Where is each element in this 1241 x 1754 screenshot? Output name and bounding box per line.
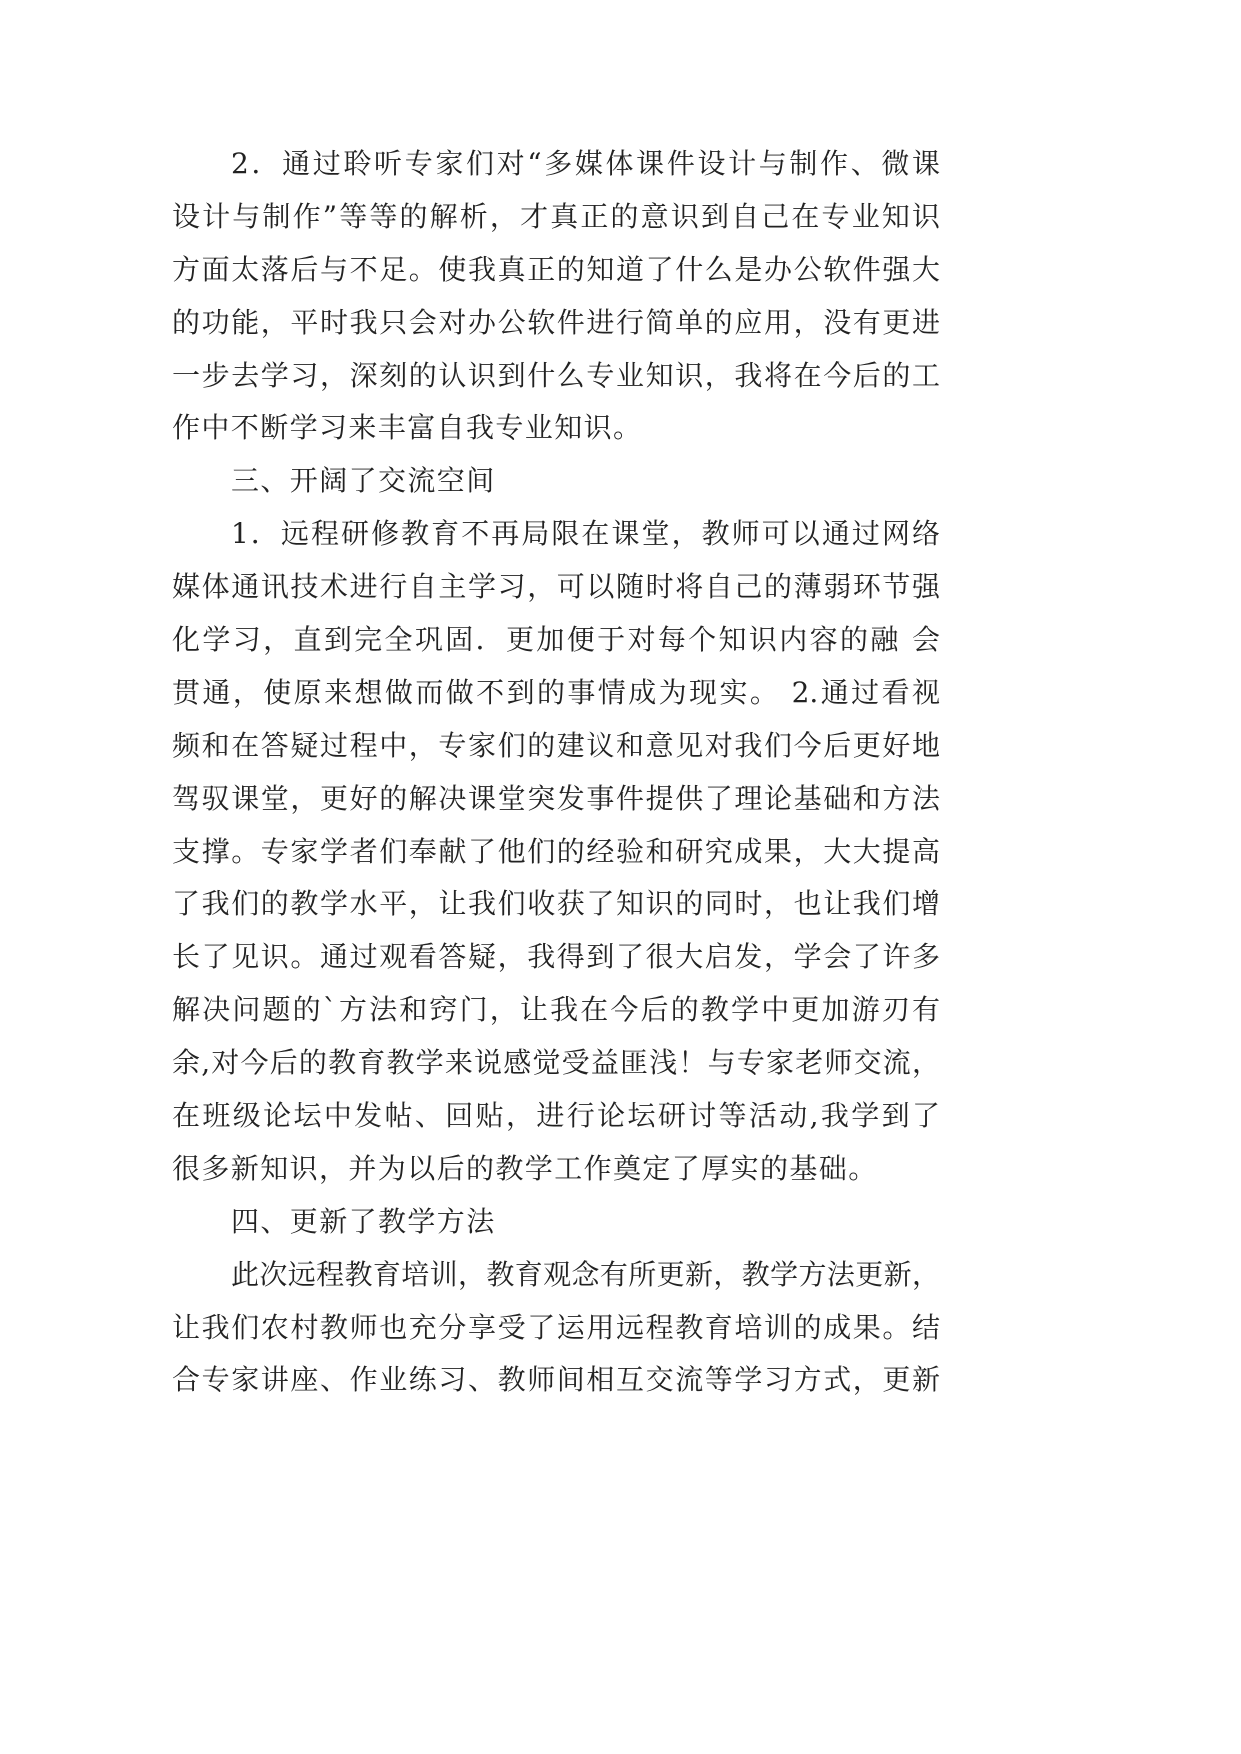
paragraph-line: 此次远程教育培训，教育观念有所更新，教学方法更新， — [231, 1257, 940, 1291]
paragraph-line: 1．远程研修教育不再局限在课堂，教师可以通过网络 — [231, 517, 940, 551]
paragraph-line: 2．通过聆听专家们对“多媒体课件设计与制作、微课 — [231, 147, 940, 180]
paragraph-line: 在班级论坛中发帖、回贴，进行论坛研讨等活动,我学到了 — [172, 1099, 940, 1133]
document-body — [172, 138, 940, 1407]
paragraph-line: 设计与制作”等等的解析，才真正的意识到自己在专业知识 — [172, 199, 940, 233]
paragraph-line: 让我们农村教师也充分享受了运用远程教育培训的成果。结 — [172, 1310, 940, 1344]
paragraph-line: 支撑。专家学者们奉献了他们的经验和研究成果，大大提高 — [172, 834, 940, 868]
paragraph-line: 的功能，平时我只会对办公软件进行简单的应用，没有更进 — [172, 305, 940, 339]
paragraph-line: 合专家讲座、作业练习、教师间相互交流等学习方式，更新 — [172, 1363, 940, 1397]
paragraph-line: 作中不断学习来丰富自我专业知识。 — [172, 411, 643, 445]
paragraph-line: 贯通，使原来想做而做不到的事情成为现实。 2.通过看视 — [172, 675, 940, 709]
paragraph-line: 驾驭课堂，更好的解决课堂突发事件提供了理论基础和方法 — [172, 781, 940, 815]
paragraph-line: 一步去学习，深刻的认识到什么专业知识，我将在今后的工 — [172, 358, 940, 392]
paragraph-line: 化学习，直到完全巩固．更加便于对每个知识内容的融 会 — [172, 623, 940, 657]
paragraph-line: 了我们的教学水平，让我们收获了知识的同时，也让我们增 — [172, 887, 940, 921]
section-heading: 三、开阔了交流空间 — [231, 464, 496, 498]
paragraph-line: 很多新知识，并为以后的教学工作奠定了厚实的基础。 — [172, 1151, 878, 1185]
paragraph-line: 媒体通讯技术进行自主学习，可以随时将自己的薄弱环节强 — [172, 570, 940, 604]
paragraph-line: 解决问题的`方法和窍门，让我在今后的教学中更加游刃有 — [172, 993, 940, 1027]
section-heading: 四、更新了教学方法 — [231, 1204, 496, 1238]
paragraph-line: 余,对今后的教育教学来说感觉受益匪浅！与专家老师交流， — [172, 1046, 940, 1080]
paragraph-line: 方面太落后与不足。使我真正的知道了什么是办公软件强大 — [172, 252, 940, 286]
paragraph-line: 长了见识。通过观看答疑，我得到了很大启发，学会了许多 — [172, 940, 940, 974]
paragraph-line: 频和在答疑过程中，专家们的建议和意见对我们今后更好地 — [172, 728, 940, 762]
